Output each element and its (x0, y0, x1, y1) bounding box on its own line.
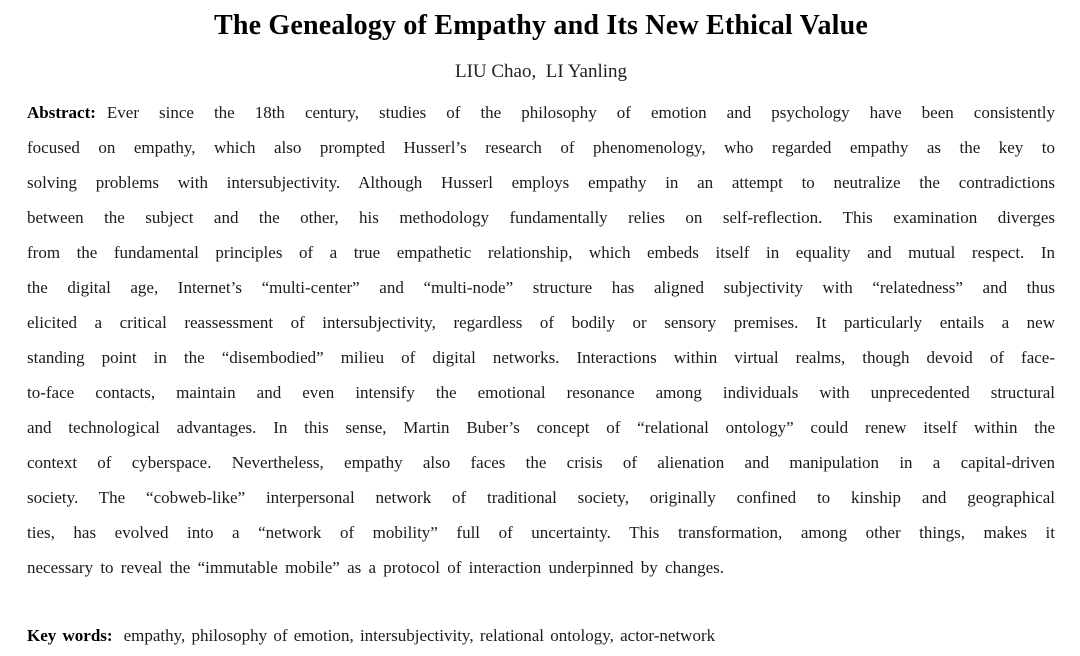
abstract-line: necessary to reveal the “immutable mobile” as a protocol of interaction underpinned by changes. (27, 558, 725, 577)
abstract-line: to-face contacts, maintain and even intensify the emotional resonance among individuals with unprecedented structural (27, 383, 1055, 402)
abstract-line: focused on empathy, which also prompted Husserl’s research of phenomenology, who regarded empathy as the key to (27, 138, 1055, 157)
abstract-line (27, 95, 1055, 130)
abstract-line: between the subject and the other, his methodology fundamentally relies on self-reflection. This examination diverges (27, 208, 1055, 227)
abstract-line: ties, has evolved into a “network of mobility” full of uncertainty. This transformation, among other things, makes it (27, 523, 1055, 542)
abstract-line: solving problems with intersubjectivity. Although Husserl employs empathy in an attempt to neutralize the contradictions (27, 173, 1055, 192)
paper-title: The Genealogy of Empathy and Its New Ethical Value (213, 10, 869, 41)
abstract-line: standing point in the “disembodied” milieu of digital networks. Interactions within virtual realms, though devoid of face- (27, 348, 1055, 367)
keywords-section (27, 618, 1055, 653)
abstract-line: context of cyberspace. Nevertheless, empathy also faces the crisis of alienation and manipulation in a capital-driven (27, 453, 1055, 472)
abstract-line: society. The “cobweb-like” interpersonal network of traditional society, originally confined to kinship and geographical (27, 488, 1055, 507)
paper-authors: LIU Chao, LI Yanling (454, 61, 628, 82)
abstract-line: elicited a critical reassessment of intersubjectivity, regardless of bodily or sensory premises. It particularly entails a new (27, 313, 1055, 332)
abstract-line: from the fundamental principles of a true empathetic relationship, which embeds itself in equality and mutual respect. In (27, 243, 1055, 262)
abstract-line: the digital age, Internet’s “multi-center” and “multi-node” structure has aligned subjectivity with “relatedness” and thus (27, 278, 1055, 297)
keywords-label: Key words: (27, 626, 113, 645)
abstract-line: and technological advantages. In this sense, Martin Buber’s concept of “relational ontology” could renew itself within the (27, 418, 1055, 437)
abstract-label: Abstract: (27, 103, 96, 122)
abstract-line-text: Ever since the 18th century, studies of the philosophy of emotion and psychology have been consistently (106, 103, 1055, 122)
abstract-section (27, 95, 1055, 585)
keywords-text: empathy, philosophy of emotion, intersubjectivity, relational ontology, actor-network (123, 626, 716, 645)
